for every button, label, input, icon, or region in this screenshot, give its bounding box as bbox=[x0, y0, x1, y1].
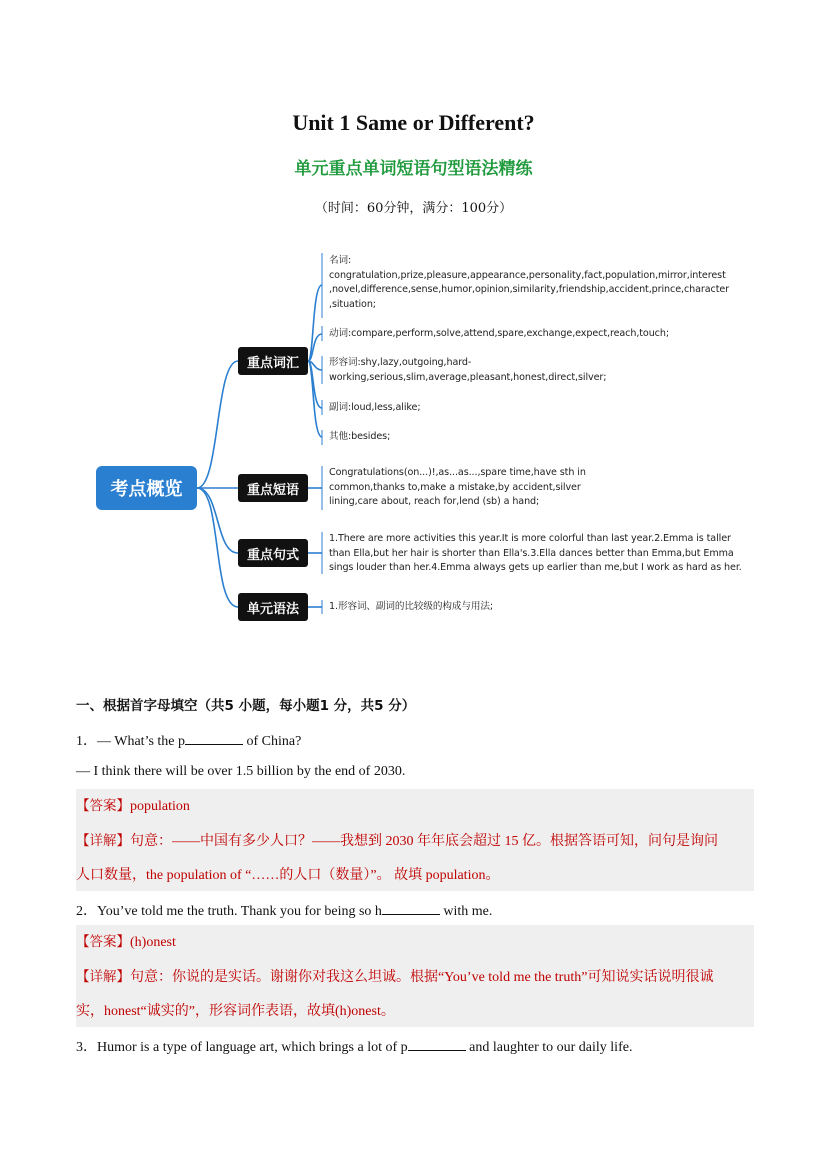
detail-line-cont: 人口数量，the population of “……的人口（数量）”。 故填 population。 bbox=[76, 868, 500, 883]
section-heading: 一、根据首字母填空（共5 小题，每小题1 分，共5 分） bbox=[76, 698, 416, 714]
answer-blank[interactable] bbox=[185, 731, 243, 745]
phrases-list: Congratulations(on...)!,as...as...,spare time,have sth in common,thanks to,make a mistake,by accident,silver lining,care about, reach for,lend (sb) a hand; bbox=[329, 467, 586, 508]
page-subtitle: 单元重点单词短语句型语法精练 bbox=[294, 159, 533, 179]
time-info: （时间：60分钟，满分：100分） bbox=[314, 201, 513, 216]
vocab-adjectives: 形容词:shy,lazy,outgoing,hard- working,serious,slim,average,pleasant,honest,direct,silver; bbox=[329, 357, 607, 383]
answer-blank[interactable] bbox=[382, 901, 440, 915]
page-title: Unit 1 Same or Different? bbox=[292, 110, 535, 135]
answer-blank[interactable] bbox=[408, 1037, 466, 1051]
connector-grammar bbox=[197, 488, 238, 607]
grammar-point: 1.形容词、副词的比较级的构成与用法; bbox=[329, 601, 493, 612]
question-2: 2．You’ve told me the truth. Thank you for being so h with me. bbox=[76, 900, 492, 920]
detail-line: 【详解】句意：——中国有多少人口？——我想到 2030 年年底会超过 15 亿。根据答语可知，问句是询问 bbox=[76, 833, 718, 849]
sentence-patterns: 1.There are more activities this year.It is more colorful than last year.2.Emma is taller than Ella,but her hair is shorter than Ella's.3.Ella dances better than Emma,but Emma sings louder than her.4.Emma always gets up earlier than me,but I work as hard as her. bbox=[329, 533, 742, 574]
answer-line: 【答案】(h)onest bbox=[76, 934, 176, 950]
mindmap-central-node: 考点概览 bbox=[96, 466, 197, 510]
branch-key-phrases: 重点短语 bbox=[238, 474, 308, 502]
vocab-nouns: 名词: congratulation,prize,pleasure,appearance,personality,fact,population,mirror,interest ,novel,difference,sense,humor,opinion,similarity,friendship,accident,prince,character ,situation; bbox=[329, 255, 730, 310]
answer-box-1 bbox=[76, 789, 754, 891]
question-1: 1．— What’s the p of China? bbox=[76, 730, 301, 750]
vocab-others: 其他:besides; bbox=[329, 431, 391, 442]
answer-line: 【答案】population bbox=[76, 798, 190, 814]
connector-sentences bbox=[197, 488, 238, 553]
vocab-verbs: 动词:compare,perform,solve,attend,spare,exchange,expect,reach,touch; bbox=[329, 328, 669, 339]
vocab-adverbs: 副词:loud,less,alike; bbox=[329, 402, 421, 413]
branch-key-vocabulary: 重点词汇 bbox=[238, 347, 308, 375]
branch-unit-grammar: 单元语法 bbox=[238, 593, 308, 621]
question-3: 3．Humor is a type of language art, which brings a lot of p and laughter to our daily life. bbox=[76, 1036, 632, 1056]
question-1-reply: — I think there will be over 1.5 billion by the end of 2030. bbox=[76, 764, 406, 779]
connector-noun bbox=[308, 285, 322, 361]
connector-other bbox=[308, 361, 322, 437]
detail-line: 【详解】句意：你说的是实话。谢谢你对我这么坦诚。根据“You’ve told me the truth”可知说实话说明很诚 bbox=[76, 969, 714, 985]
connector-vocab bbox=[197, 361, 238, 488]
detail-line-cont: 实，honest“诚实的”，形容词作表语，故填(h)onest。 bbox=[76, 1004, 395, 1019]
answer-box-2 bbox=[76, 925, 754, 1027]
branch-key-sentences: 重点句式 bbox=[238, 539, 308, 567]
